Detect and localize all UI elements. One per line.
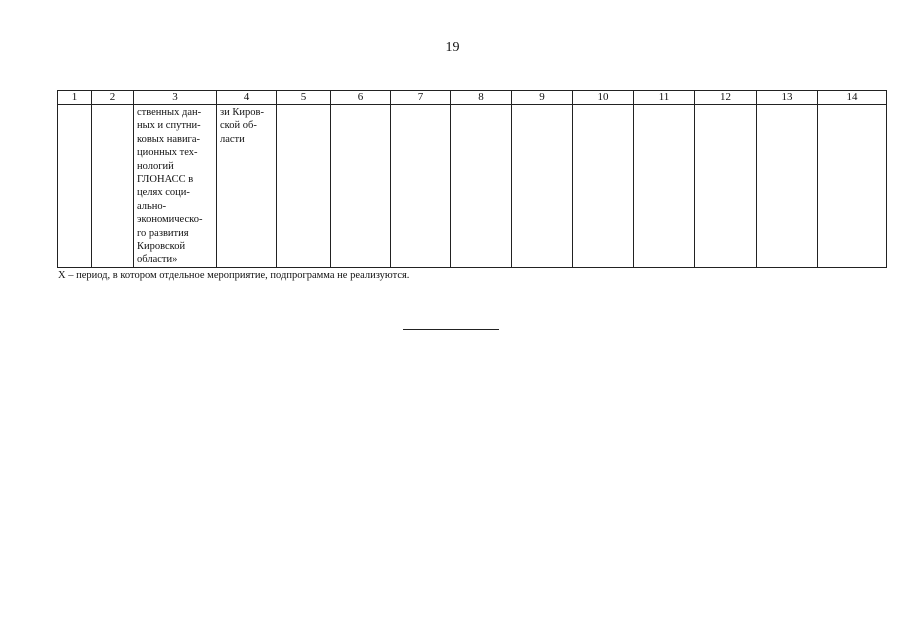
table-cell-6 — [331, 105, 391, 268]
cell-text — [573, 105, 633, 106]
cell-text: зи Киров- ской об- ласти — [220, 107, 264, 145]
cell-text — [277, 105, 330, 106]
column-header-7: 7 — [391, 91, 451, 105]
table-cell-9 — [512, 105, 573, 268]
cell-text — [818, 105, 886, 106]
table-cell-10 — [573, 105, 634, 268]
footnote: Х – период, в котором отдельное мероприятие, подпрограмма не реализуются. — [58, 270, 410, 281]
cell-text: ственных дан- ных и спутни- ковых навига- ционных тех- нологий ГЛОНАСС в целях соци- ально- экономическо- го развития Кировской области» — [137, 107, 203, 266]
column-header-10: 10 — [573, 91, 634, 105]
table-cell-5 — [277, 105, 331, 268]
column-header-8: 8 — [451, 91, 512, 105]
table-header-row — [58, 91, 887, 105]
column-header-11: 11 — [634, 91, 695, 105]
table-cell-7 — [391, 105, 451, 268]
cell-text — [331, 105, 390, 106]
column-header-14: 14 — [818, 91, 887, 105]
table-cell-3 — [134, 105, 217, 268]
data-table — [57, 90, 887, 268]
table-cell-14 — [818, 105, 887, 268]
table-cell-2 — [92, 105, 134, 268]
cell-text — [634, 105, 694, 106]
cell-text — [58, 105, 91, 106]
column-header-1: 1 — [58, 91, 92, 105]
table-row — [58, 105, 887, 268]
column-header-6: 6 — [331, 91, 391, 105]
column-header-3: 3 — [134, 91, 217, 105]
cell-text — [757, 105, 817, 106]
cell-text — [451, 105, 511, 106]
end-rule — [403, 329, 499, 330]
table-cell-12 — [695, 105, 757, 268]
column-header-4: 4 — [217, 91, 277, 105]
cell-text — [391, 105, 450, 106]
table-cell-8 — [451, 105, 512, 268]
column-header-12: 12 — [695, 91, 757, 105]
cell-text — [695, 105, 756, 106]
column-header-13: 13 — [757, 91, 818, 105]
table-cell-4 — [217, 105, 277, 268]
column-header-2: 2 — [92, 91, 134, 105]
table-cell-1 — [58, 105, 92, 268]
cell-text — [512, 105, 572, 106]
table-cell-11 — [634, 105, 695, 268]
column-header-5: 5 — [277, 91, 331, 105]
column-header-9: 9 — [512, 91, 573, 105]
page-number: 19 — [445, 40, 460, 55]
cell-text — [92, 105, 133, 106]
table-cell-13 — [757, 105, 818, 268]
